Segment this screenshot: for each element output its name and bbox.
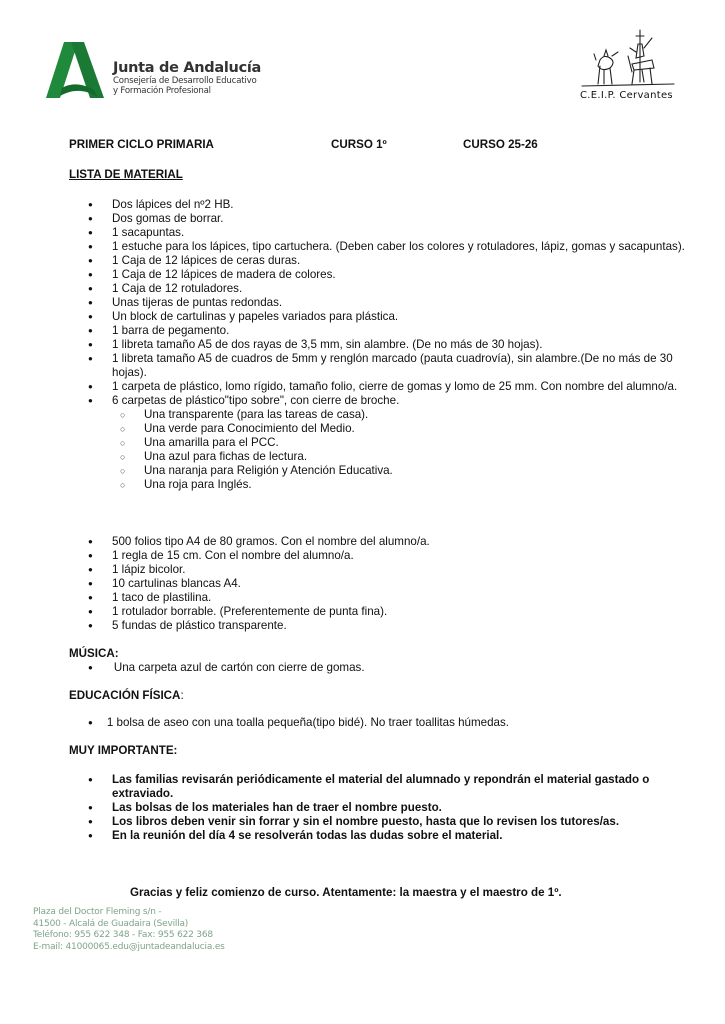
folder-item: ○ Una azul para fichas de lectura. xyxy=(120,450,688,464)
org-subtitle-1: Consejería de Desarrollo Educativo xyxy=(113,76,257,86)
list-item: ● 1 Caja de 12 lápices de madera de colores. xyxy=(88,268,688,282)
musica-item xyxy=(88,661,365,674)
list-item: ● 5 fundas de plástico transparente. xyxy=(88,619,688,633)
list-item: ● 1 carpeta de plástico, lomo rígido, tamaño folio, cierre de gomas y lomo de 25 mm. Con nombre del alumno/a. xyxy=(88,380,688,394)
org-block xyxy=(113,60,261,96)
list-item: ● 1 regla de 15 cm. Con el nombre del alumno/a. xyxy=(88,549,688,563)
folder-item: ○ Una amarilla para el PCC. xyxy=(120,436,688,450)
list-item: ● 500 folios tipo A4 de 80 gramos. Con el nombre del alumno/a. xyxy=(88,535,688,549)
cycle-title: PRIMER CICLO PRIMARIA xyxy=(69,138,214,151)
address-line-2: 41500 - Alcalá de Guadaira (Sevilla) xyxy=(33,918,189,929)
ef-item xyxy=(88,716,509,729)
list-item: ● 1 lápiz bicolor. xyxy=(88,563,688,577)
musica-title: MÚSICA: xyxy=(69,647,119,660)
list-title: LISTA DE MATERIAL xyxy=(69,168,183,181)
list-item: ● 1 Caja de 12 rotuladores. xyxy=(88,282,688,296)
list-item: ● 1 estuche para los lápices, tipo cartuchera. (Deben caber los colores y rotuladores, lápiz, gomas y sacapuntas). xyxy=(88,240,688,254)
folder-item: ○ Una naranja para Religión y Atención Educativa. xyxy=(120,464,688,478)
list-item: ● Dos gomas de borrar. xyxy=(88,212,688,226)
email-line[interactable]: E-mail: 41000065.edu@juntadeandalucia.es xyxy=(33,941,225,952)
list-item: ● 1 rotulador borrable. (Preferentemente de punta fina). xyxy=(88,605,688,619)
list-item: ● Dos lápices del nº2 HB. xyxy=(88,198,688,212)
list-item: ● 1 Caja de 12 lápices de ceras duras. xyxy=(88,254,688,268)
org-subtitle-2: y Formación Profesional xyxy=(113,86,211,96)
folder-item: ○ Una roja para Inglés. xyxy=(120,478,688,492)
folders-list xyxy=(120,408,688,492)
list-item: ● Un block de cartulinas y papeles variados para plástica. xyxy=(88,310,688,324)
year-title: CURSO 25-26 xyxy=(463,138,538,151)
phone-line: Teléfono: 955 622 348 - Fax: 955 622 368 xyxy=(33,930,213,940)
ef-title: EDUCACIÓN FÍSICA xyxy=(69,689,181,702)
list-item: ● 1 taco de plastilina. xyxy=(88,591,688,605)
course-title: CURSO 1º xyxy=(331,138,387,151)
musica-item-text: Una carpeta azul de cartón con cierre de gomas. xyxy=(113,661,365,674)
bullet-icon: ● xyxy=(88,718,93,727)
list-item: ● 1 sacapuntas. xyxy=(88,226,688,240)
school-name: C.E.I.P. Cervantes xyxy=(580,90,673,101)
list-item: ● 1 barra de pegamento. xyxy=(88,324,688,338)
ef-title-row xyxy=(69,689,184,702)
folder-item: ○ Una verde para Conocimiento del Medio. xyxy=(120,422,688,436)
list-item: ● 1 libreta tamaño A5 de dos rayas de 3,5 mm, sin alambre. (De no más de 30 hojas). xyxy=(88,338,688,352)
list-item: ● Unas tijeras de puntas redondas. xyxy=(88,296,688,310)
important-item: ● Los libros deben venir sin forrar y sin el nombre puesto, hasta que lo revisen los tutores/as. xyxy=(88,815,698,829)
ef-colon: : xyxy=(180,689,184,702)
important-item: ● Las bolsas de los materiales han de traer el nombre puesto. xyxy=(88,801,698,815)
bullet-icon: ● xyxy=(88,663,93,672)
school-sketch-logo-icon xyxy=(578,26,678,90)
folders-container xyxy=(88,408,688,492)
org-name: Junta de Andalucía xyxy=(113,60,262,76)
list-item: ● 10 cartulinas blancas A4. xyxy=(88,577,688,591)
junta-andalucia-logo-icon xyxy=(44,40,106,100)
footer-address xyxy=(33,907,225,953)
address-line-1: Plaza del Doctor Fleming s/n - xyxy=(33,907,162,917)
ef-item-text: 1 bolsa de aseo con una toalla pequeña(tipo bidé). No traer toallitas húmedas. xyxy=(106,716,510,729)
important-list xyxy=(88,773,698,843)
folder-item: ○ Una transparente (para las tareas de casa). xyxy=(120,408,688,422)
materials-list-2 xyxy=(88,535,688,633)
important-item: ● Las familias revisarán periódicamente el material del alumnado y repondrán el material gastado o extraviado. xyxy=(88,773,698,801)
list-item: ● 1 libreta tamaño A5 de cuadros de 5mm y renglón marcado (pauta cuadrovía), sin alambre.(De no más de 30 hojas). xyxy=(88,352,688,380)
important-item: ● En la reunión del día 4 se resolverán todas las dudas sobre el material. xyxy=(88,829,698,843)
important-title: MUY IMPORTANTE: xyxy=(69,744,178,757)
closing-text: Gracias y feliz comienzo de curso. Atentamente: la maestra y el maestro de 1º. xyxy=(130,886,562,899)
list-item: ● 6 carpetas de plástico"tipo sobre", con cierre de broche. xyxy=(88,394,688,408)
materials-list xyxy=(88,198,688,492)
